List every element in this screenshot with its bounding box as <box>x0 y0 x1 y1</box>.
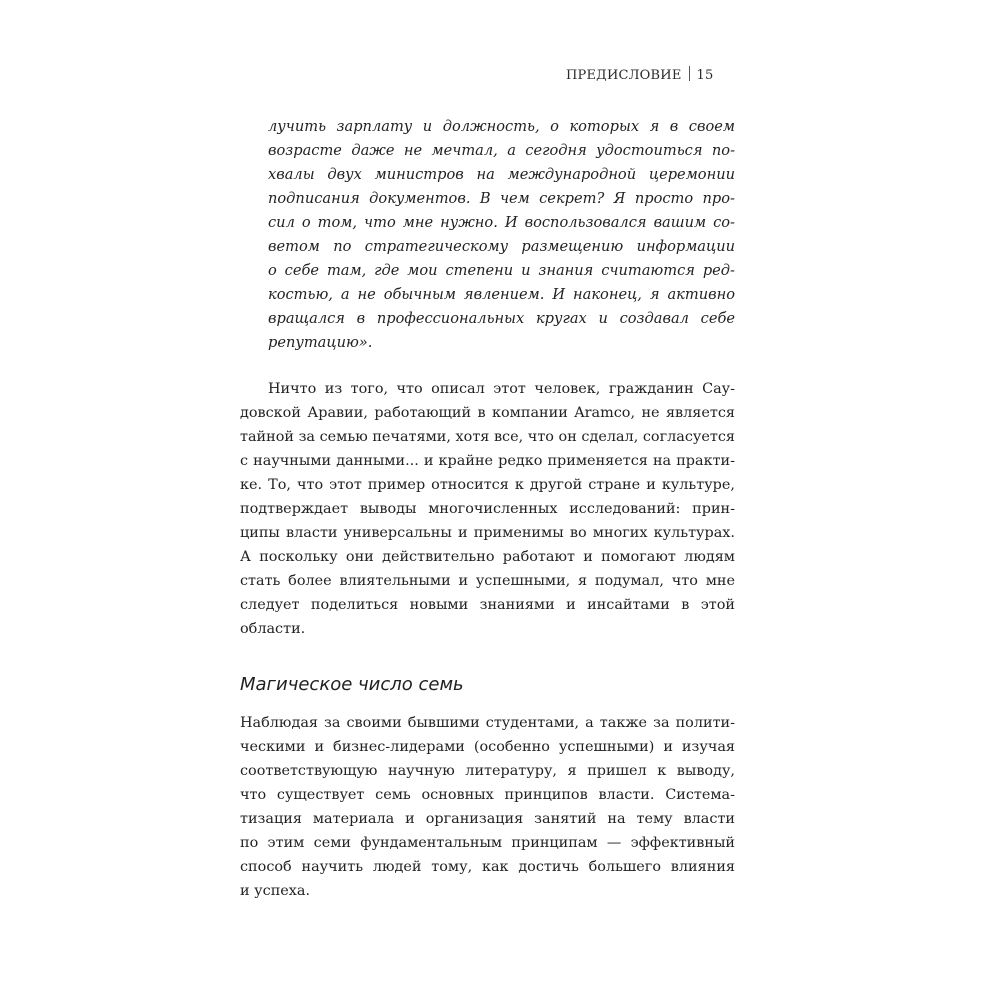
text-line: репутацию». <box>268 334 373 351</box>
text-line: о себе там, где мои степени и знания считаются ред- <box>268 262 735 279</box>
text-line: ке. То, что этот пример относится к другой стране и культуре, <box>240 477 735 493</box>
text-line: сил о том, что мне нужно. И воспользовался вашим со- <box>268 214 735 231</box>
text-line: способ научить людей тому, как достичь большего влияния <box>240 859 735 875</box>
text-line: соответствующую научную литературу, я пришел к выводу, <box>240 763 735 779</box>
text-line: и успеха. <box>240 883 311 899</box>
text-line: подписания документов. В чем секрет? Я просто про- <box>268 190 735 207</box>
body-paragraph-1 <box>240 377 735 641</box>
section-title: ПРЕДИСЛОВИЕ <box>566 68 682 83</box>
header-divider <box>689 66 690 81</box>
text-line: тизация материала и организация занятий на тему власти <box>240 811 735 827</box>
text-line: вращался в профессиональных кругах и создавал себе <box>268 310 735 327</box>
text-line: хвалы двух министров на международной церемонии <box>268 166 735 183</box>
text-line: подтверждает выводы многочисленных исследований: прин- <box>240 501 735 517</box>
quote-block <box>268 115 735 355</box>
text-line: ветом по стратегическому размещению информации <box>268 238 735 255</box>
text-line: с научными данными... и крайне редко применяется на практи- <box>240 453 735 469</box>
text-line: области. <box>240 621 306 637</box>
text-line: костью, а не обычным явлением. И наконец, я активно <box>268 286 735 303</box>
section-heading: Магическое число семь <box>240 674 464 695</box>
text-line: Наблюдая за своими бывшими студентами, а также за полити- <box>240 715 735 731</box>
text-line: лучить зарплату и должность, о которых я в своем <box>268 118 735 135</box>
text-line: довской Аравии, работающий в компании Aramco, не является <box>240 405 735 421</box>
text-line: что существует семь основных принципов власти. Система- <box>240 787 735 803</box>
text-line: тайной за семью печатями, хотя все, что он сделал, согласуется <box>240 429 735 445</box>
text-line: Ничто из того, что описал этот человек, гражданин Сау- <box>268 381 735 397</box>
body-paragraph-2 <box>240 711 735 903</box>
text-line: А поскольку они действительно работают и помогают людям <box>240 549 735 565</box>
running-header <box>566 66 736 83</box>
text-line: возрасте даже не мечтал, а сегодня удостоиться по- <box>268 142 735 159</box>
text-line: ципы власти универсальны и применимы во многих культурах. <box>240 525 735 541</box>
text-line: следует поделиться новыми знаниями и инсайтами в этой <box>240 597 735 613</box>
text-line: ческими и бизнес-лидерами (особенно успешными) и изучая <box>240 739 735 755</box>
page-number: 15 <box>696 68 714 83</box>
text-line: по этим семи фундаментальным принципам — эффективный <box>240 835 735 851</box>
text-line: стать более влиятельными и успешными, я подумал, что мне <box>240 573 735 589</box>
